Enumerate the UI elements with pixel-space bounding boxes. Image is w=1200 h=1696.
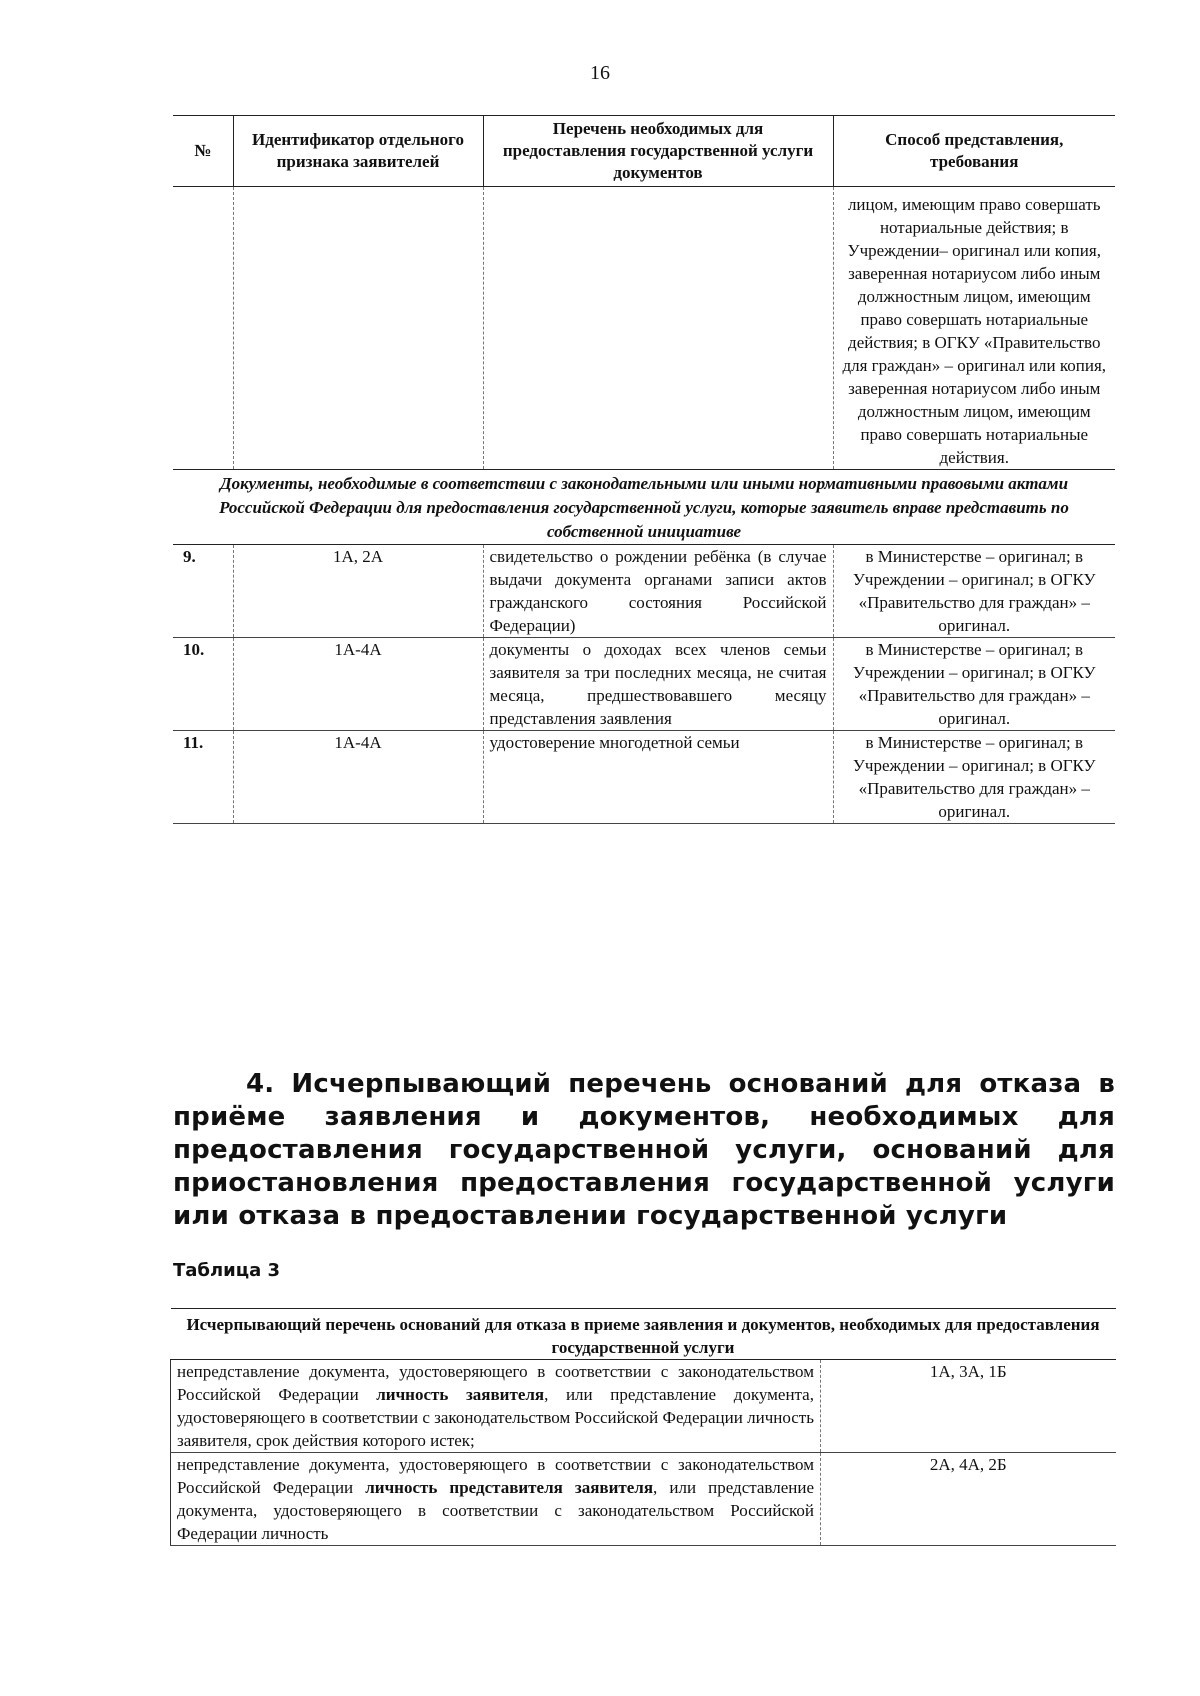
reason-text: , или представление документа, удостоверяющего в соответствии с законодательством Российской Федерации личность xyxy=(177,1478,814,1543)
row-document: удостоверение многодетной семьи xyxy=(483,731,833,824)
reason-emphasis: личность представителя заявителя xyxy=(365,1478,654,1497)
table-row xyxy=(173,731,1115,824)
table-row xyxy=(173,545,1115,638)
row-method: в Министерстве – оригинал; в Учреждении – оригинал; в ОГКУ «Правительство для граждан» – оригинал. xyxy=(833,731,1115,824)
row-method: в Министерстве – оригинал; в Учреждении – оригинал; в ОГКУ «Правительство для граждан» – оригинал. xyxy=(833,545,1115,638)
row-method: в Министерстве – оригинал; в Учреждении – оригинал; в ОГКУ «Правительство для граждан» – оригинал. xyxy=(833,638,1115,731)
page-number: 16 xyxy=(590,62,610,84)
reason-text: непредставление документа, удостоверяющего в соответствии с законодательством Российской Федерации xyxy=(177,1455,814,1497)
table-row-continuation xyxy=(173,187,1115,470)
refusal-reason-cell xyxy=(171,1453,821,1546)
table-row xyxy=(171,1453,1116,1546)
row-document: свидетельство о рождении ребёнка (в случае выдачи документа органами записи актов гражданского состояния Российской Федерации) xyxy=(483,545,833,638)
column-header-documents: Перечень необходимых для предоставления государственной услуги документов xyxy=(483,116,833,187)
row-number: 10. xyxy=(173,638,233,731)
continuation-method-cell: лицом, имеющим право совершать нотариальные действия; в Учреждении– оригинал или копия, заверенная нотариусом либо иным должностным лицом, имеющим право совершать нотариальные действия; в ОГКУ «Правительство для граждан» – оригинал или копия, заверенная нотариусом либо иным должностным лицом, имеющим право совершать нотариальные действия. xyxy=(833,187,1115,470)
table-row xyxy=(171,1360,1116,1453)
table-row xyxy=(173,638,1115,731)
table-subheading: Документы, необходимые в соответствии с законодательными или иными нормативными правовыми актами Российской Федерации для предоставления государственной услуги, которые заявитель вправе представить по собственной инициативе xyxy=(173,470,1115,545)
reason-text: непредставление документа, удостоверяющего в соответствии с законодательством Российской Федерации xyxy=(177,1362,814,1404)
refusal-reason-cell xyxy=(171,1360,821,1453)
applicant-codes: 1А, 3А, 1Б xyxy=(821,1360,1116,1453)
row-number: 9. xyxy=(173,545,233,638)
documents-table xyxy=(173,115,1115,824)
table-caption: Таблица 3 xyxy=(173,1260,281,1281)
column-header-identifier: Идентификатор отдельного признака заявителей xyxy=(233,116,483,187)
applicant-codes: 2А, 4А, 2Б xyxy=(821,1453,1116,1546)
table-subheading-row xyxy=(173,470,1115,545)
table-header-row xyxy=(173,116,1115,187)
row-document: документы о доходах всех членов семьи заявителя за три последних месяца, не считая месяца, предшествовавшего месяцу представления заявления xyxy=(483,638,833,731)
reason-emphasis: личность заявителя xyxy=(376,1385,545,1404)
reason-text: , или представление документа, удостоверяющего в соответствии с законодательством Российской Федерации личность заявителя, срок действия которого истек; xyxy=(177,1385,814,1450)
row-identifier: 1А-4А xyxy=(233,731,483,824)
row-identifier: 1А, 2А xyxy=(233,545,483,638)
section-heading: 4. Исчерпывающий перечень оснований для отказа в приёме заявления и документов, необходимых для предоставления государственной услуги, оснований для приостановления предоставления государственной услуги или отказа в предоставлении государственной услуги xyxy=(173,1069,1115,1231)
column-header-method: Способ представления, требования xyxy=(833,116,1115,187)
row-number: 11. xyxy=(173,731,233,824)
refusal-grounds-table xyxy=(170,1308,1116,1546)
table-header-row xyxy=(171,1309,1116,1360)
refusal-table-header: Исчерпывающий перечень оснований для отказа в приеме заявления и документов, необходимых для предоставления государственной услуги xyxy=(171,1309,1116,1360)
column-header-number: № xyxy=(173,116,233,187)
row-identifier: 1А-4А xyxy=(233,638,483,731)
